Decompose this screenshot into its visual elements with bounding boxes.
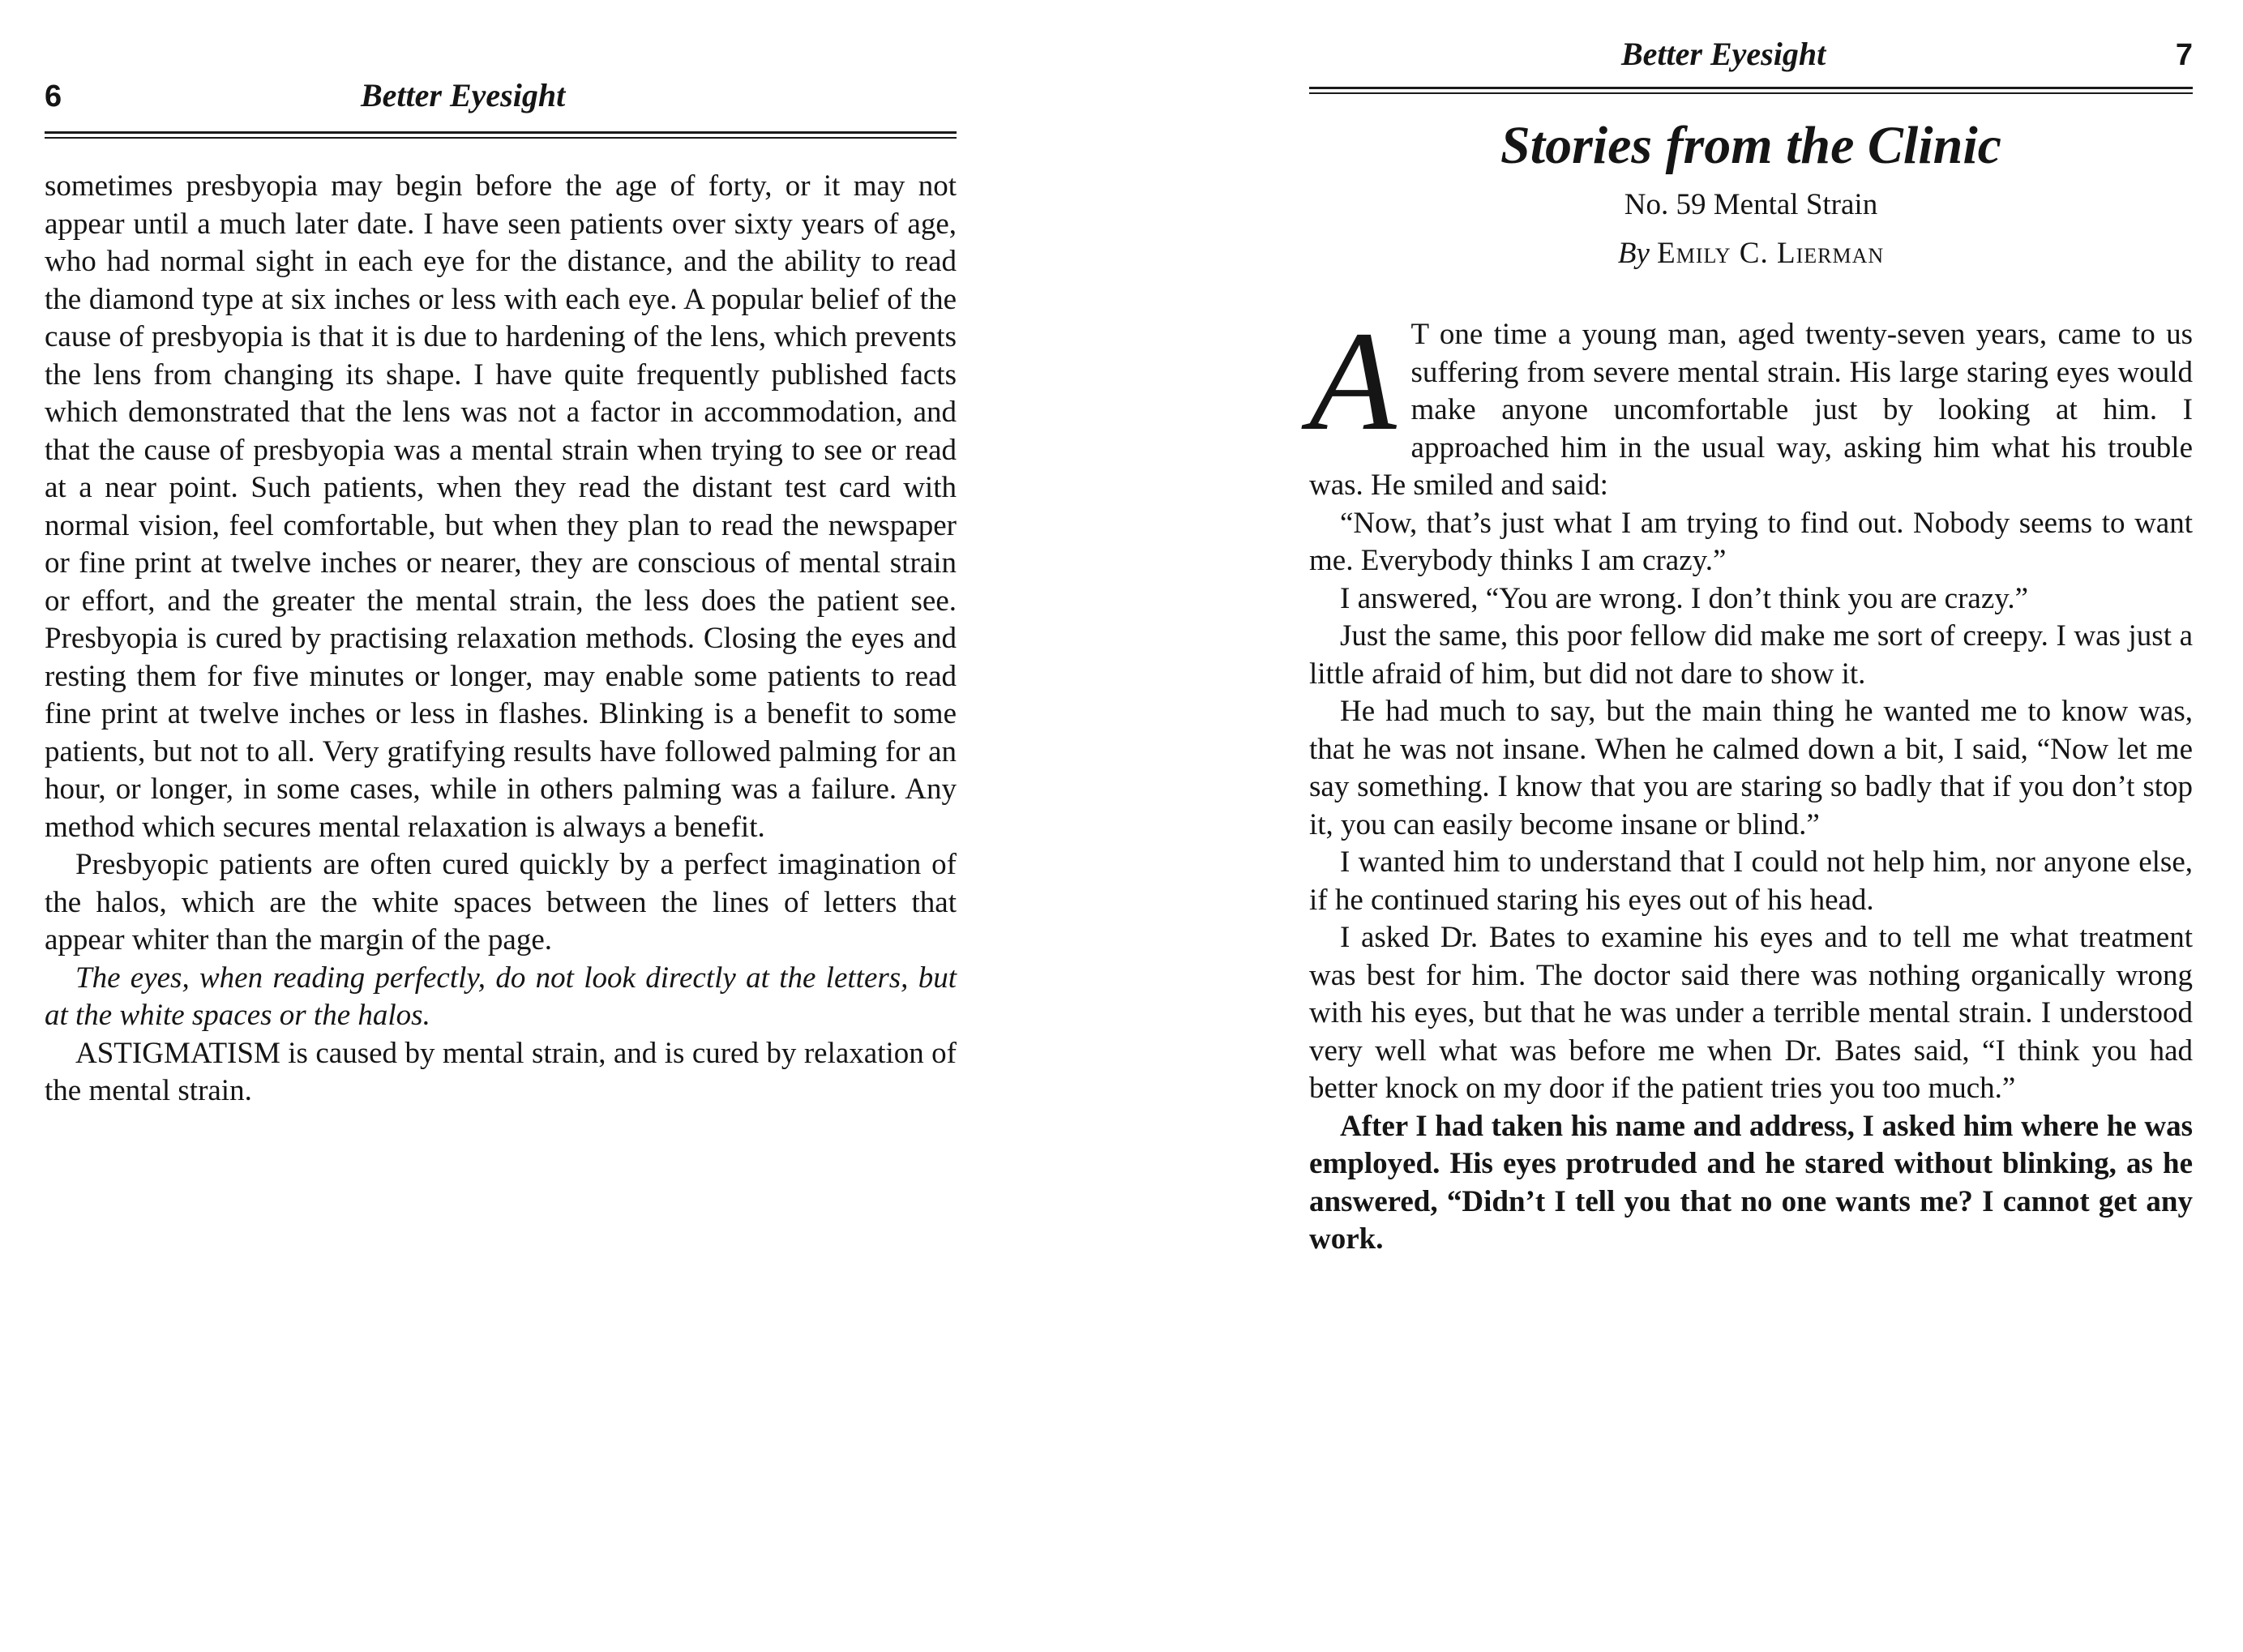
paragraph: “Now, that’s just what I am trying to find out. Nobody seems to want me. Everybody thinks I am crazy.”: [1309, 506, 2193, 577]
paragraph: I answered, “You are wrong. I don’t think you are crazy.”: [1340, 581, 2029, 615]
paragraph: ASTIGMATISM is caused by mental strain, and is cured by relaxation of the mental strain.: [45, 1036, 957, 1107]
byline: [1309, 233, 2193, 274]
header-rule: [45, 131, 957, 139]
author-name: Emily C. Lierman: [1657, 237, 1885, 270]
drop-cap: A: [1309, 302, 1397, 460]
right-page: [1309, 36, 2193, 1259]
journal-title: Better Eyesight: [361, 77, 566, 113]
left-page: [45, 73, 957, 1111]
paragraph: He had much to say, but the main thing he wanted me to know was, that he was not insane. When he calmed down a bit, I said, “Now let me say something. I know that you are staring so badly that if you don’t stop it, you can easily become insane or blind.”: [1309, 695, 2193, 841]
header-rule: [1309, 87, 2193, 94]
article-subtitle: No. 59 Mental Strain: [1624, 188, 1878, 221]
paragraph: After I had taken his name and address, I asked him where he was employed. His eyes protruded and he stared without blinking, as he answered, “Didn’t I tell you that no one wants me? I cannot get any work.: [1309, 1109, 2193, 1256]
page-number: 7: [2175, 38, 2193, 72]
left-text-block: [45, 168, 957, 1111]
paragraph: Presbyopic patients are often cured quickly by a perfect imagination of the halos, which are the white spaces between the lines of letters that appear whiter than the margin of the page.: [45, 848, 957, 957]
paragraph: I wanted him to understand that I could not help him, nor anyone else, if he continued staring his eyes out of his head.: [1309, 845, 2193, 917]
right-running-head: [1309, 36, 2193, 85]
article-body: [1309, 302, 2193, 1259]
page-number: 6: [45, 79, 62, 113]
paragraph: sometimes presbyopia may begin before the age of forty, or it may not appear until a much later date. I have seen patients over sixty years of age, who had normal sight in each eye for the distance, and the ability to read the diamond type at six inches or less with each eye. A popular belief of the cause of presbyopia is that it is due to hardening of the lens, which prevents the lens from changing its shape. I have quite frequently published facts which demonstrated that the lens was not a factor in accommodation, and that the cause of presbyopia was a mental strain when trying to see or read at a near point. Such patients, when they read the distant test card with normal vision, feel comfortable, but when they plan to read the newspaper or fine print at twelve inches or nearer, they are conscious of mental strain or effort, and the greater the mental strain, the less does the patient see. Presbyopia is cured by practising relaxation methods. Closing the eyes and resting them for five minutes or longer, may enable some patients to read fine print at twelve inches or less in flashes. Blinking is a benefit to some patients, but not to all. Very gratifying results have followed palming for an hour, or longer, in some cases, while in others palming was a failure. Any method which secures mental relaxation is always a benefit.: [45, 169, 957, 844]
paragraph: [1309, 302, 2193, 505]
article-title: Stories from the Clinic: [1500, 116, 2001, 175]
paragraph-text: T one time a young man, aged twenty-seven years, came to us suffering from severe mental strain. His large staring eyes would make anyone uncomfortable just by looking at him. I approached him in the usual way, asking him what his trouble was. He smiled and said:: [1309, 318, 2193, 502]
left-running-head: [45, 73, 957, 122]
paragraph: Just the same, this poor fellow did make me sort of creepy. I was just a little afraid of him, but did not dare to show it.: [1309, 619, 2193, 691]
paragraph: I asked Dr. Bates to examine his eyes and to tell me what treatment was best for him. The doctor said there was nothing organically wrong with his eyes, but that he was under a terrible mental strain. I understood very well what was before me when Dr. Bates said, “I think you had better knock on my door if the patient tries you too much.”: [1309, 921, 2193, 1105]
byline-prefix: By: [1617, 237, 1650, 270]
paragraph-italic: The eyes, when reading perfectly, do not look directly at the letters, but at the white spaces or the halos.: [45, 961, 957, 1032]
journal-title: Better Eyesight: [1621, 36, 1826, 72]
